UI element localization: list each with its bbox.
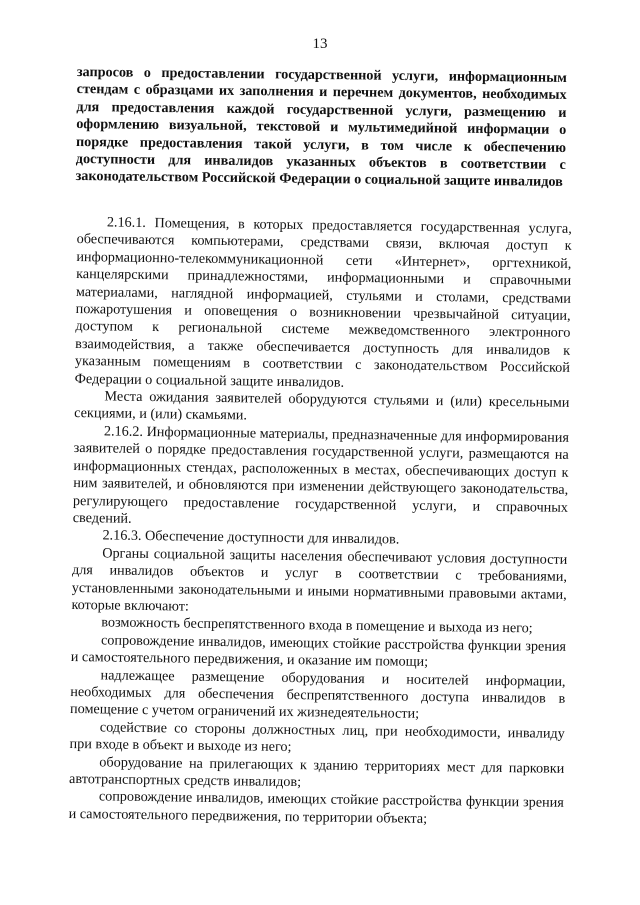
list-item-parking: оборудование на прилегающих к зданию территориях мест для парковки автотранспортных средств инвалидов;: [68, 753, 565, 791]
list-item-equipment-placement: надлежащее размещение оборудования и носителей информации, необходимых для обеспечения беспрепятственного доступа инвалидов в помещение с учетом ограничений их жизнедеятельности;: [69, 666, 566, 723]
page-number: 13: [312, 36, 328, 52]
paragraph-waiting-areas: Места ожидания заявителей оборудуются стульями и (или) кресельными секциями, и (или) скамьями.: [74, 388, 570, 424]
list-item-escort-assistance: сопровождение инвалидов, имеющих стойкие расстройства функции зрения и самостоятельного передвижения, и оказание им помощи;: [70, 632, 567, 671]
list-item-escort-territory: сопровождение инвалидов, имеющих стойкие расстройства функции зрения и самостоятельного передвижения, по территории объекта;: [68, 788, 564, 827]
paragraph-2-16-1: 2.16.1. Помещения, в которых предоставляется государственная услуга, обеспечиваются компьютерами, средствами связи, включая доступ к информационно-телекоммуникационной сети «Интернет», оргтехникой, канцелярскими принадлежностями, информационными и справочными материалами, наглядной информацией, стульями и столами, средствами пожаротушения и оповещения о возникновении чрезвычайной ситуации, доступом к региональной системе межведомственного электронного взаимодействия, а также обеспечивается доступность для инвалидов к указанным помещениям в соответствии с законодательством Российской Федерации о социальной защите инвалидов.: [74, 214, 572, 391]
section-heading: запросов о предоставлении государственной услуги, информационным стендам с образцами их заполнения и перечнем документов, необходимых для предоставления каждой государственной услуги, размещению и оформлению визуальной, текстовой и мультимедийной информации о порядке предоставления такой услуги, в том числе к обеспечению доступности для инвалидов указанных объектов в соответствии с законодательством Российской Федерации о социальной защите инвалидов: [75, 64, 567, 191]
paragraph-accessibility-conditions: Органы социальной защиты населения обеспечивают условия доступности для инвалидов объектов и услуг в соответствии с требованиями, установленными законодательными и иными нормативными правовыми актами, которые включают:: [71, 545, 568, 615]
paragraph-2-16-2: 2.16.2. Информационные материалы, предназначенные для информирования заявителей о порядке предоставления государственной услуги, размещаются на информационных стендах, расположенных в местах, обеспечивающих доступ к ним заявителей, и обновляются при изменении действующего законодательства, регулирующего предоставление государственной услуги, и справочных сведений.: [72, 423, 570, 527]
paragraph-2-16-3: 2.16.3. Обеспечение доступности для инвалидов.: [102, 527, 400, 548]
list-item-staff-assistance: содействие со стороны должностных лиц, при необходимости, инвалиду при входе в объект и выходе из него;: [69, 719, 565, 756]
list-item-entry-exit: возможность беспрепятственного входа в помещение и выхода из него;: [101, 614, 533, 637]
document-body: [68, 214, 571, 830]
